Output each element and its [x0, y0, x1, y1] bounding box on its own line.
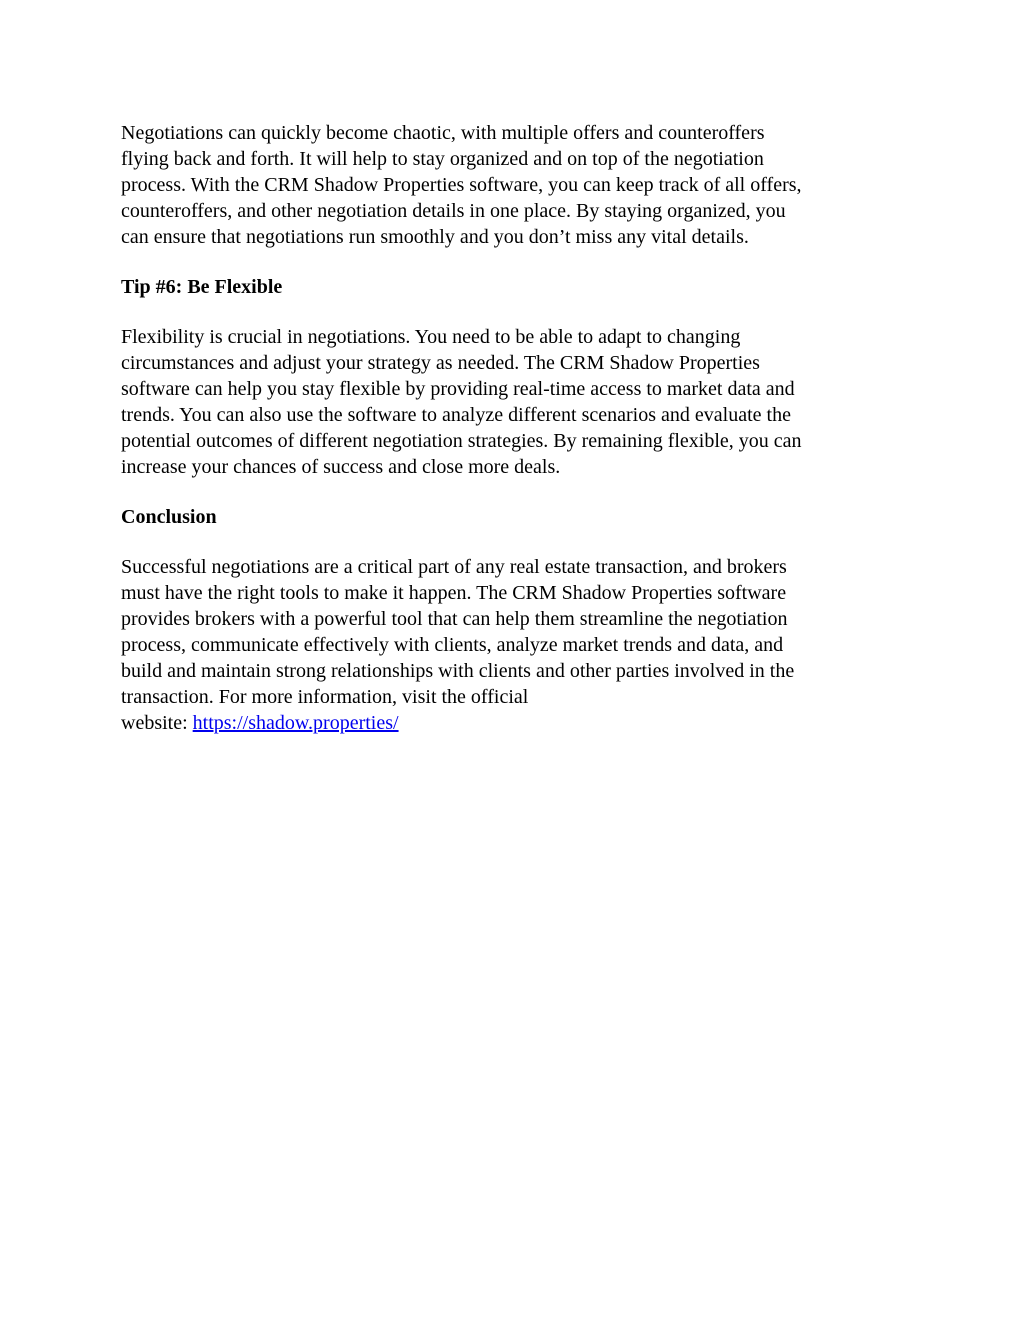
website-link[interactable]: https://shadow.properties/	[192, 712, 399, 734]
paragraph-line: provides brokers with a powerful tool that can help them streamline the negotiation	[121, 608, 788, 630]
paragraph-line: can ensure that negotiations run smoothly and you don’t miss any vital details.	[121, 226, 749, 248]
website-prefix: website:	[121, 712, 193, 734]
paragraph-line: build and maintain strong relationships with clients and other parties involved in the	[121, 660, 795, 682]
document-page	[121, 120, 896, 760]
paragraph-line: process. With the CRM Shadow Properties software, you can keep track of all offers,	[121, 174, 802, 196]
intro-paragraph	[121, 120, 896, 250]
paragraph-line: counteroffers, and other negotiation details in one place. By staying organized, you	[121, 200, 786, 222]
conclusion-paragraph	[121, 554, 896, 736]
paragraph-line: Flexibility is crucial in negotiations. You need to be able to adapt to changing	[121, 326, 741, 348]
paragraph-line: must have the right tools to make it happen. The CRM Shadow Properties software	[121, 582, 787, 604]
paragraph-line: transaction. For more information, visit the official	[121, 686, 529, 708]
conclusion-heading: Conclusion	[121, 506, 217, 528]
website-line	[121, 710, 896, 736]
paragraph-line: potential outcomes of different negotiation strategies. By remaining flexible, you can	[121, 430, 802, 452]
paragraph-line: Successful negotiations are a critical part of any real estate transaction, and brokers	[121, 556, 787, 578]
paragraph-line: Negotiations can quickly become chaotic, with multiple offers and counteroffers	[121, 122, 765, 144]
tip6-paragraph	[121, 324, 896, 480]
paragraph-line: flying back and forth. It will help to stay organized and on top of the negotiation	[121, 148, 764, 170]
tip6-heading: Tip #6: Be Flexible	[121, 276, 283, 298]
paragraph-line: software can help you stay flexible by providing real-time access to market data and	[121, 378, 795, 400]
paragraph-line: trends. You can also use the software to analyze different scenarios and evaluate the	[121, 404, 791, 426]
paragraph-line: circumstances and adjust your strategy as needed. The CRM Shadow Properties	[121, 352, 760, 374]
paragraph-line: process, communicate effectively with clients, analyze market trends and data, and	[121, 634, 784, 656]
paragraph-line: increase your chances of success and close more deals.	[121, 456, 561, 478]
